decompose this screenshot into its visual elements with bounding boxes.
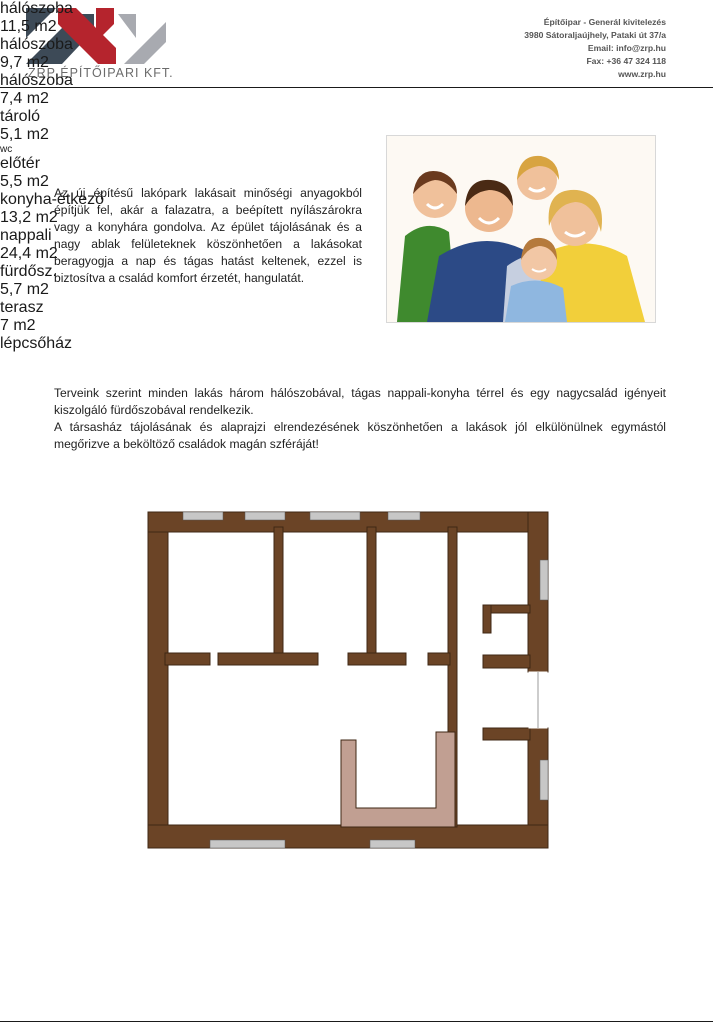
room-name: terasz bbox=[0, 299, 44, 316]
room-area: 24,4 m2 bbox=[0, 245, 58, 262]
room-label-living-room bbox=[0, 227, 713, 263]
company-name: ZRP ÉPÍTŐIPARI KFT. bbox=[28, 66, 174, 80]
room-name: hálószoba bbox=[0, 36, 73, 53]
room-label-bathroom bbox=[0, 263, 713, 299]
description-paragraph-2: A társasház tájolásának és alaprajzi elrendezésének köszönhetően a lakások jól elkülönülnek egymástól megőrizve a beköltöző családok magán szféráját! bbox=[54, 420, 666, 451]
footer-divider bbox=[0, 1021, 713, 1022]
room-name: nappali bbox=[0, 227, 52, 244]
room-area: 7 m2 bbox=[0, 317, 36, 334]
room-area: 5,7 m2 bbox=[0, 281, 49, 298]
room-label-wc bbox=[0, 144, 713, 155]
room-name: hálószoba bbox=[0, 72, 73, 89]
contact-line: Építőipar - Generál kivitelezés bbox=[543, 17, 666, 27]
room-name: konyha-étkező bbox=[0, 191, 105, 208]
contact-address: 3980 Sátoraljaújhely, Pataki út 37/a bbox=[524, 30, 666, 40]
room-label-terrace bbox=[0, 299, 713, 335]
room-area: 9,7 m2 bbox=[0, 54, 49, 71]
room-label-entry-hall bbox=[0, 155, 713, 191]
room-area: 5,1 m2 bbox=[0, 126, 49, 143]
room-name: fürdősz. bbox=[0, 263, 57, 280]
contact-fax: Fax: +36 47 324 118 bbox=[586, 56, 666, 66]
room-name: előtér bbox=[0, 155, 41, 172]
stairwell-label: lépcsőház bbox=[0, 335, 73, 352]
room-label-bedroom-2 bbox=[0, 36, 713, 72]
contact-email[interactable]: Email: info@zrp.hu bbox=[587, 43, 666, 53]
room-name: tároló bbox=[0, 108, 41, 125]
room-name: hálószoba bbox=[0, 0, 73, 17]
room-area: 11,5 m2 bbox=[0, 18, 57, 35]
room-label-kitchen-dining bbox=[0, 191, 713, 227]
room-area: 5,5 m2 bbox=[0, 173, 49, 190]
room-name: wc bbox=[0, 144, 13, 155]
room-label-bedroom-3 bbox=[0, 72, 713, 108]
room-area: 7,4 m2 bbox=[0, 90, 49, 107]
room-label-storage bbox=[0, 108, 713, 144]
intro-paragraph: Az új építésű lakópark lakásait minőségi anyagokból építjük fel, akár a falazatra, a beépített nyílászárokra vagy a konyhára gondolva. Az épület tájolásának és a nagy ablak felületeknek köszönhetően a lakásokat beragyogja a nap és tágas hatást keltenek, ezzel is biztosítva a család komfort érzetét, hangulatát. bbox=[54, 186, 362, 285]
description-paragraph-1: Terveink szerint minden lakás három hálószobával, tágas nappali-konyha térrel és egy nagycsalád igényeit kiszolgáló fürdőszobával rendelkezik. bbox=[54, 386, 666, 417]
room-label-bedroom-1 bbox=[0, 0, 713, 36]
contact-website[interactable]: www.zrp.hu bbox=[618, 69, 666, 79]
room-area: 13,2 m2 bbox=[0, 209, 58, 226]
